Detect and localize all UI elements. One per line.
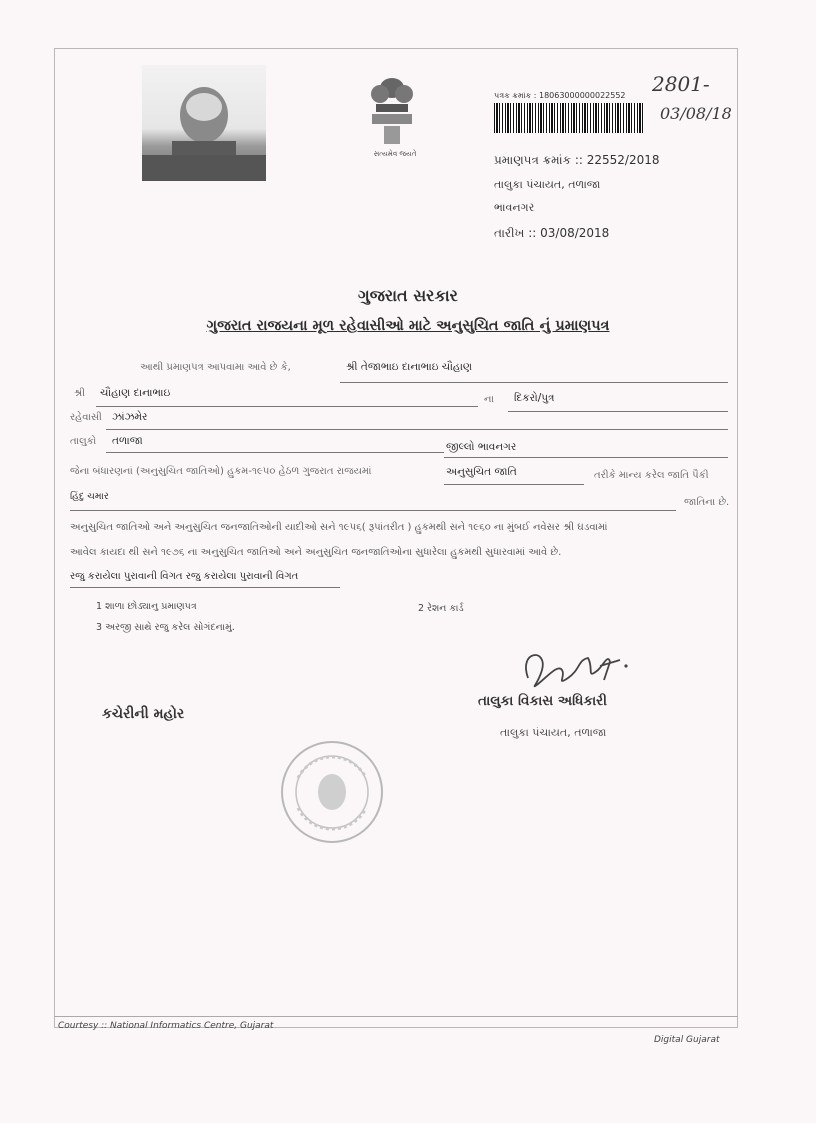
issue-date-value: :: 03/08/2018 xyxy=(528,226,610,240)
caste-suffix: જાતિના છે. xyxy=(684,497,730,508)
district-value: ભાવનગર xyxy=(477,441,517,453)
document-item-2: 2 રેશન કાર્ડ xyxy=(418,603,464,614)
footer-courtesy: Courtesy :: National Informatics Centre, Gujarat xyxy=(58,1021,274,1031)
underline xyxy=(70,510,676,511)
certificate-number-label: પ્રમાણપત્ર ક્રમાંક xyxy=(494,153,572,167)
shri-label: શ્રી xyxy=(74,388,86,399)
recognized-text: તરીકે માન્ય કરેલ જાતિ પૈકી xyxy=(594,470,709,481)
office-seal-label: કચેરીની મહોર xyxy=(102,706,185,722)
village: ઝાંઝમેર xyxy=(112,411,148,423)
underline xyxy=(444,457,728,458)
taluka: તળાજા xyxy=(112,435,143,447)
barcode xyxy=(494,103,644,133)
certificate-title: ગુજરાત સરકાર xyxy=(358,286,458,305)
caste-category: અનુસુચિત જાતિ xyxy=(446,466,517,478)
signatory-office: તાલુકા પંચાયત, તળાજા xyxy=(500,726,607,739)
footer-divider xyxy=(54,1016,738,1017)
issue-date xyxy=(494,226,609,241)
underline xyxy=(106,429,728,430)
underline xyxy=(508,411,728,412)
footer-brand: Digital Gujarat xyxy=(654,1035,720,1045)
handwritten-date: 03/08/18 xyxy=(660,104,732,123)
signatory-title: તાલુકા વિકાસ અધિકારી xyxy=(478,693,608,709)
emblem-caption: સત્યમેવ જયતે xyxy=(373,150,417,158)
district-field xyxy=(446,441,516,454)
intro-text: આથી પ્રમાણપત્ર આપવામા આવે છે કે, xyxy=(140,362,291,373)
certificate-number-value: :: 22552/2018 xyxy=(574,153,660,167)
district-label: જીલ્લો xyxy=(446,441,475,453)
office-stamp-icon xyxy=(278,738,386,846)
applicant-name: શ્રી તેજાભાઇ દાનાભાઇ ચૌહાણ xyxy=(346,361,473,373)
relation: દિકરો/પુત્ર xyxy=(514,392,555,404)
underline xyxy=(340,382,728,383)
taluka-label: તાલુકો xyxy=(70,436,97,447)
legal-paragraph-line-2: આવેલ કાયદા થી સને ૧૯૭૬ ના અનુસુચિત જાતિઓ અને અનુસુચિત જનજાતિઓના સુધારેલા હુકમથી સુધારવામાં આવે છે. xyxy=(70,547,562,558)
certificate-number xyxy=(494,153,660,168)
issue-date-label: તારીખ xyxy=(494,226,525,240)
underline xyxy=(106,452,444,453)
certificate-subtitle: ગુજરાત રાજયના મૂળ રહેવાસીઓ માટે અનુસુચિત જાતિ નું પ્રમાણપત્ર xyxy=(206,318,610,334)
issuing-district: ભાવનગર xyxy=(494,201,535,214)
applicant-photo xyxy=(142,65,266,181)
barcode-label: પત્રક ક્રમાંક : 18063000000022552 xyxy=(494,91,626,100)
order-text: જેના બંધારણનાં (અનુસુચિત જાતિઓ) હુકમ-૧૯૫૦ હેઠળ ગુજરાત રાજયમાં xyxy=(70,466,372,477)
certificate-border xyxy=(54,48,738,1028)
documents-heading: રજુ કરાયેલા પુરાવાની વિગત રજુ કરાયેલા પુરાવાની વિગત xyxy=(70,571,299,582)
underline xyxy=(96,406,478,407)
national-emblem-icon xyxy=(362,70,422,150)
underline xyxy=(444,484,584,485)
signature-scribble xyxy=(508,640,638,700)
parent-name: ચૌહાણ દાનાભાઇ xyxy=(100,387,171,399)
resident-label: રહેવાસી xyxy=(70,412,102,423)
underline xyxy=(70,587,340,588)
caste: હિંદુ ચમાર xyxy=(70,491,109,502)
document-item-1: 1 શાળા છોડ્યાનુ પ્રમાણપત્ર xyxy=(96,601,197,612)
issuing-office: તાલુકા પંચાયત, તળાજા xyxy=(494,178,601,191)
handwritten-number: 2801- xyxy=(652,72,710,96)
legal-paragraph-line-1: અનુસુચિત જાતિઓ અને અનુસુચિત જનજાતિઓની યાદીઓ સને ૧૯૫૬( રૂપાંતરીત ) હુકમથી સને ૧૯૬૦ ના મુંબઈ નવેસર શ્રી ઘડવામાં xyxy=(70,522,608,533)
na-label: ના xyxy=(484,394,494,405)
document-item-3: 3 અરજી સાથે રજુ કરેલ સોગંદનામું. xyxy=(96,622,235,633)
